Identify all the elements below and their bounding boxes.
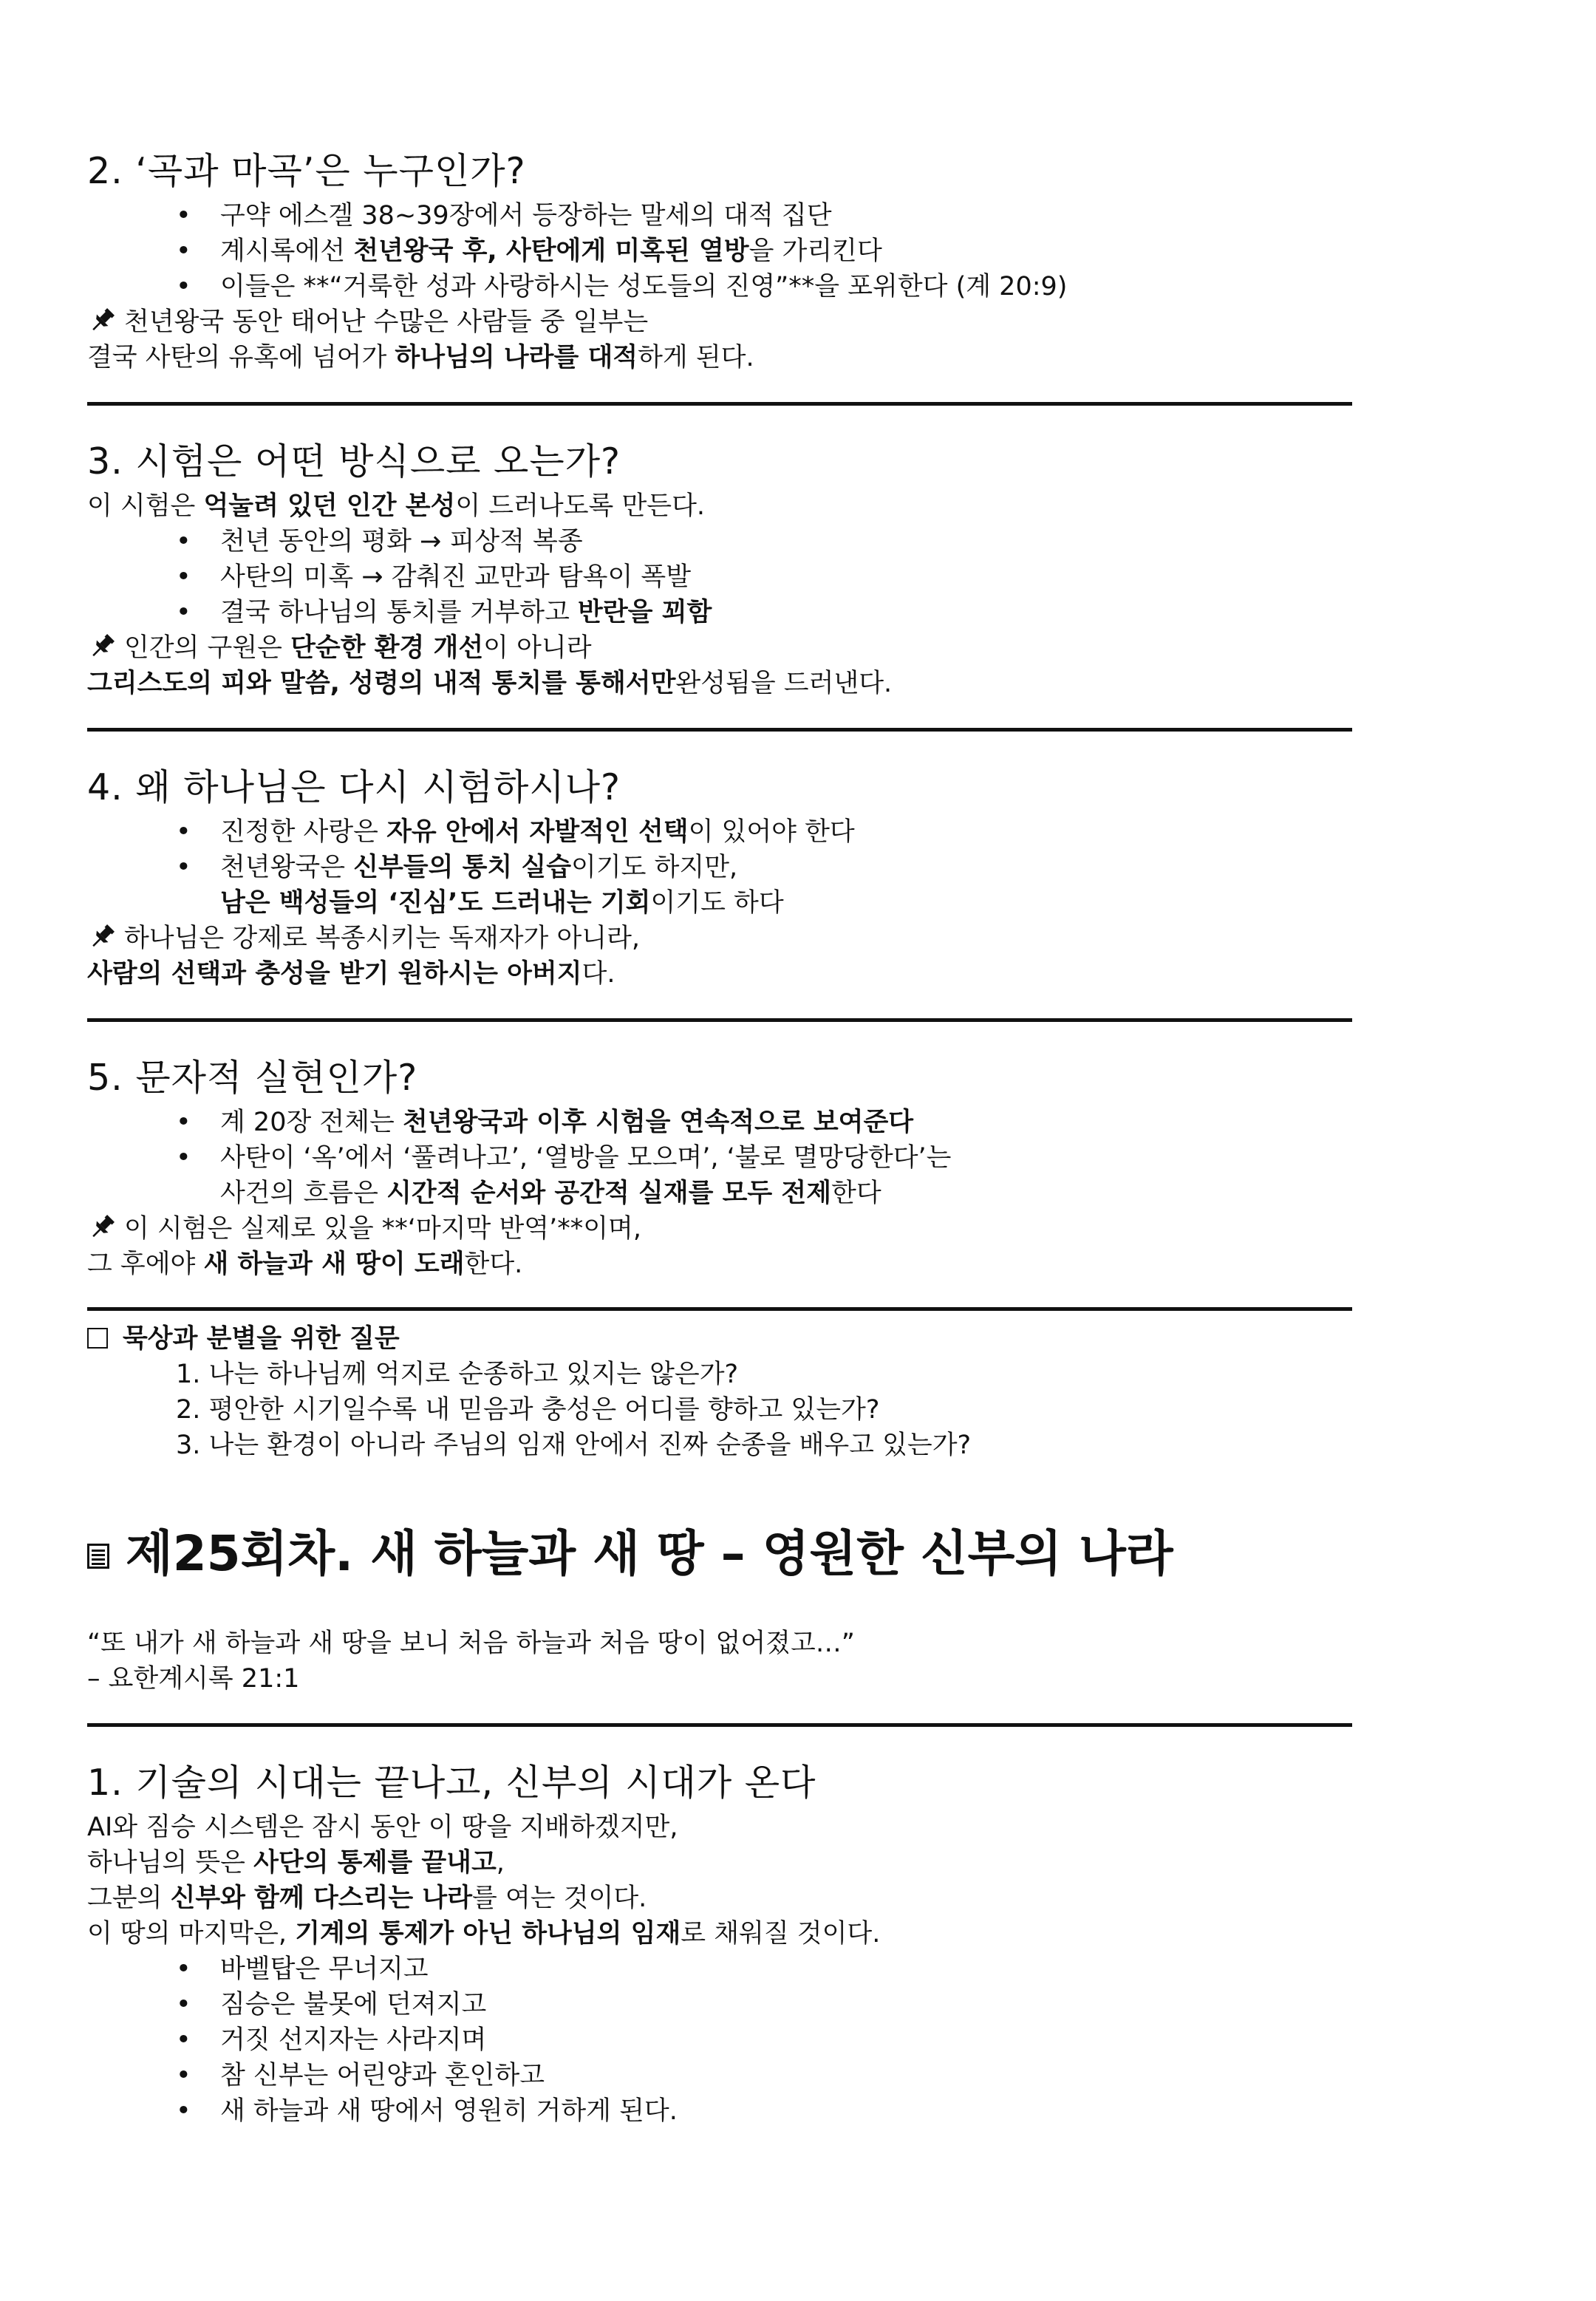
list-item: • 결국 하나님의 통치를 거부하고 반란을 꾀함: [87, 595, 1352, 630]
pin-note-cont: 결국 사탄의 유혹에 넘어가 하나님의 나라를 대적하게 된다.: [87, 343, 754, 372]
paragraph: 하나님의 뜻은 사단의 통제를 끝내고,: [87, 1848, 505, 1878]
list-item: • 바벨탑은 무너지고: [87, 1951, 1352, 1987]
section-heading-4: 4. 왜 하나님은 다시 시험하시나?: [87, 766, 621, 808]
list-item: • 사탄의 미혹 → 감춰진 교만과 탐욕이 폭발: [87, 559, 1352, 595]
chapter-title: 제25회차. 새 하늘과 새 땅 – 영원한 신부의 나라: [87, 1521, 1352, 1587]
pushpin-icon: [87, 1213, 117, 1241]
list-item: • 거짓 선지자는 사라지며: [87, 2022, 1352, 2058]
list-item: • 새 하늘과 새 땅에서 영원히 거하게 된다.: [87, 2093, 1352, 2129]
list-item: • 천년왕국은 신부들의 통치 실습이기도 하지만,: [87, 850, 1352, 885]
list-item: • 짐승은 불못에 던져지고: [87, 1987, 1352, 2022]
pin-note: 인간의 구원은 단순한 환경 개선이 아니라: [87, 630, 1352, 666]
pin-note: 천년왕국 동안 태어난 수많은 사람들 중 일부는: [87, 304, 1352, 340]
pushpin-icon: [87, 923, 117, 951]
list-item: • 구약 에스겔 38~39장에서 등장하는 말세의 대적 집단: [87, 198, 1352, 233]
pushpin-icon: [87, 307, 117, 335]
pushpin-icon: [87, 633, 117, 661]
list-item: • 계시록에선 천년왕국 후, 사탄에게 미혹된 열방을 가리킨다: [87, 233, 1352, 269]
paragraph: AI와 짐승 시스템은 잠시 동안 이 땅을 지배하겠지만,: [87, 1813, 678, 1842]
list-item-cont: 사건의 흐름은 시간적 순서와 공간적 실재를 모두 전제한다: [220, 1179, 881, 1208]
meditation-title: 묵상과 분별을 위한 질문: [87, 1321, 1352, 1357]
list-item: • 진정한 사랑은 자유 안에서 자발적인 선택이 있어야 한다: [87, 814, 1352, 850]
paragraph: 그분의 신부와 함께 다스리는 나라를 여는 것이다.: [87, 1884, 647, 1913]
scripture-quote: “또 내가 새 하늘과 새 땅을 보니 처음 하늘과 처음 땅이 없어졌고…”: [87, 1629, 855, 1658]
pin-note: 하나님은 강제로 복종시키는 독재자가 아니라,: [87, 921, 1352, 956]
paragraph: 이 땅의 마지막은, 기계의 통제가 아닌 하나님의 임재로 채워질 것이다.: [87, 1919, 881, 1949]
list-item: • 이들은 **“거룩한 성과 사랑하시는 성도들의 진영”**을 포위한다 (계 20:9): [87, 269, 1352, 304]
list-item: • 계 20장 전체는 천년왕국과 이후 시험을 연속적으로 보여준다: [87, 1105, 1352, 1140]
list-item: • 천년 동안의 평화 → 피상적 복종: [87, 524, 1352, 559]
question-item: 3. 나는 환경이 아니라 주님의 임재 안에서 진짜 순종을 배우고 있는가?: [176, 1431, 972, 1460]
scripture-reference: – 요한계시록 21:1: [87, 1664, 300, 1694]
divider: [87, 728, 1352, 732]
section-heading-1: 1. 기술의 시대는 끝나고, 신부의 시대가 온다: [87, 1762, 816, 1804]
divider: [87, 402, 1352, 406]
list-item: • 사탄이 ‘옥’에서 ‘풀려나고’, ‘열방을 모으며’, ‘불로 멸망당한다’는: [87, 1140, 1352, 1176]
list-item: • 참 신부는 어린양과 혼인하고: [87, 2058, 1352, 2093]
divider: [87, 1018, 1352, 1022]
paragraph: 이 시험은 억눌려 있던 인간 본성이 드러나도록 만든다.: [87, 491, 706, 521]
section-heading-3: 3. 시험은 어떤 방식으로 오는가?: [87, 440, 621, 483]
document-icon: [87, 1544, 109, 1569]
document-page: [87, 148, 1352, 2129]
section-heading-2: 2. ‘곡과 마곡’은 누구인가?: [87, 150, 526, 192]
divider: [87, 1307, 1352, 1311]
checkbox-icon: [87, 1328, 108, 1349]
divider: [87, 1723, 1352, 1727]
question-item: 1. 나는 하나님께 억지로 순종하고 있지는 않은가?: [176, 1360, 739, 1389]
pin-note-cont: 그 후에야 새 하늘과 새 땅이 도래한다.: [87, 1250, 523, 1279]
section-heading-5: 5. 문자적 실현인가?: [87, 1057, 418, 1099]
question-item: 2. 평안한 시기일수록 내 믿음과 충성은 어디를 향하고 있는가?: [176, 1395, 880, 1425]
pin-note-cont: 그리스도의 피와 말씀, 성령의 내적 통치를 통해서만완성됨을 드러낸다.: [87, 669, 893, 698]
pin-note-cont: 사람의 선택과 충성을 받기 원하시는 아버지다.: [87, 959, 615, 989]
pin-note: 이 시험은 실제로 있을 **‘마지막 반역’**이며,: [87, 1211, 1352, 1247]
list-item-cont: 남은 백성들의 ‘진심’도 드러내는 기회이기도 하다: [220, 888, 784, 918]
